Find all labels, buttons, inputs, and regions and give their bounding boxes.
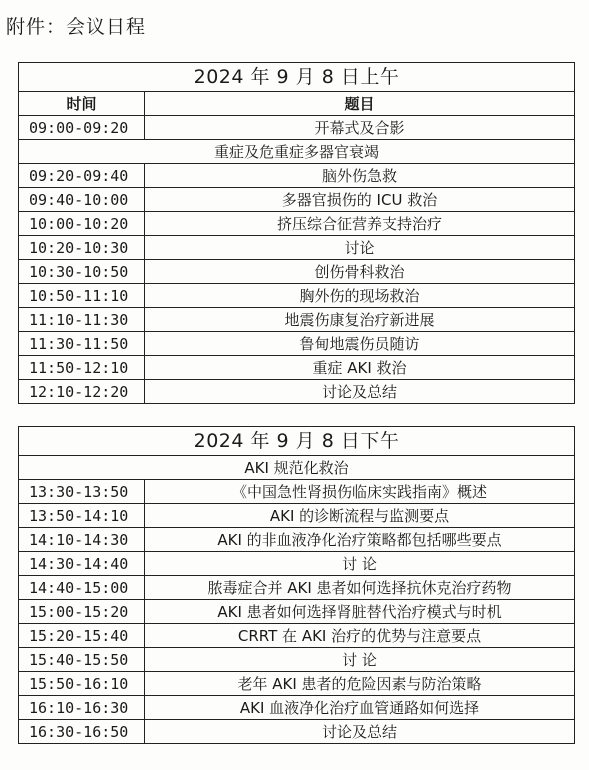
table-row	[19, 696, 575, 720]
table-row	[19, 576, 575, 600]
time-cell: 09:40-10:00	[19, 188, 145, 212]
topic-cell: AKI 的非血液净化治疗策略都包括哪些要点	[145, 528, 575, 552]
time-cell: 10:30-10:50	[19, 260, 145, 284]
table-row	[19, 260, 575, 284]
topic-cell: 多器官损伤的 ICU 救治	[145, 188, 575, 212]
table-row	[19, 552, 575, 576]
time-cell: 11:10-11:30	[19, 308, 145, 332]
table-row	[19, 528, 575, 552]
morning-title: 2024 年 9 月 8 日上午	[19, 63, 575, 92]
time-cell: 13:50-14:10	[19, 504, 145, 528]
topic-cell: 讨论及总结	[145, 720, 575, 744]
table-row	[19, 720, 575, 744]
section-title: AKI 规范化救治	[19, 456, 575, 480]
topic-cell: 地震伤康复治疗新进展	[145, 308, 575, 332]
table-row	[19, 672, 575, 696]
topic-cell: 脑外伤急救	[145, 164, 575, 188]
time-cell: 15:20-15:40	[19, 624, 145, 648]
table-row	[19, 164, 575, 188]
topic-cell: 鲁甸地震伤员随访	[145, 332, 575, 356]
table-row	[19, 116, 575, 140]
topic-cell: AKI 血液净化治疗血管通路如何选择	[145, 696, 575, 720]
table-row	[19, 236, 575, 260]
topic-cell: 讨论及总结	[145, 380, 575, 404]
section-row	[19, 456, 575, 480]
table-row	[19, 624, 575, 648]
table-row	[19, 504, 575, 528]
morning-rows	[19, 116, 575, 404]
topic-cell: 讨 论	[145, 552, 575, 576]
table-row	[19, 188, 575, 212]
topic-cell: 创伤骨科救治	[145, 260, 575, 284]
attachment-title: 附件：会议日程	[6, 16, 147, 38]
time-cell: 15:50-16:10	[19, 672, 145, 696]
topic-cell: AKI 的诊断流程与监测要点	[145, 504, 575, 528]
time-cell: 11:30-11:50	[19, 332, 145, 356]
table-row	[19, 332, 575, 356]
topic-cell: 脓毒症合并 AKI 患者如何选择抗休克治疗药物	[145, 576, 575, 600]
time-cell: 09:00-09:20	[19, 116, 145, 140]
section-row	[19, 140, 575, 164]
section-title: 重症及危重症多器官衰竭	[19, 140, 575, 164]
time-cell: 09:20-09:40	[19, 164, 145, 188]
topic-cell: 《中国急性肾损伤临床实践指南》概述	[145, 480, 575, 504]
topic-cell: CRRT 在 AKI 治疗的优势与注意要点	[145, 624, 575, 648]
table-row	[19, 480, 575, 504]
topic-cell: 胸外伤的现场救治	[145, 284, 575, 308]
time-cell: 12:10-12:20	[19, 380, 145, 404]
table-row	[19, 308, 575, 332]
time-cell: 11:50-12:10	[19, 356, 145, 380]
time-cell: 10:20-10:30	[19, 236, 145, 260]
table-row	[19, 356, 575, 380]
time-cell: 10:50-11:10	[19, 284, 145, 308]
time-cell: 15:00-15:20	[19, 600, 145, 624]
topic-cell: 老年 AKI 患者的危险因素与防治策略	[145, 672, 575, 696]
time-cell: 16:30-16:50	[19, 720, 145, 744]
afternoon-title: 2024 年 9 月 8 日下午	[19, 427, 575, 456]
table-row	[19, 212, 575, 236]
table-row	[19, 648, 575, 672]
time-cell: 10:00-10:20	[19, 212, 145, 236]
morning-schedule-table	[18, 62, 575, 404]
table-row	[19, 284, 575, 308]
topic-cell: AKI 患者如何选择肾脏替代治疗模式与时机	[145, 600, 575, 624]
afternoon-schedule-table	[18, 426, 575, 744]
time-cell: 15:40-15:50	[19, 648, 145, 672]
topic-cell: 开幕式及合影	[145, 116, 575, 140]
table-row	[19, 380, 575, 404]
time-cell: 14:10-14:30	[19, 528, 145, 552]
time-cell: 16:10-16:30	[19, 696, 145, 720]
time-cell: 14:30-14:40	[19, 552, 145, 576]
afternoon-rows	[19, 456, 575, 744]
topic-cell: 重症 AKI 救治	[145, 356, 575, 380]
topic-cell: 挤压综合征营养支持治疗	[145, 212, 575, 236]
topic-cell: 讨论	[145, 236, 575, 260]
topic-cell: 讨 论	[145, 648, 575, 672]
time-cell: 14:40-15:00	[19, 576, 145, 600]
time-cell: 13:30-13:50	[19, 480, 145, 504]
table-row	[19, 600, 575, 624]
column-header-topic: 题目	[145, 92, 575, 116]
column-header-time: 时间	[19, 92, 145, 116]
